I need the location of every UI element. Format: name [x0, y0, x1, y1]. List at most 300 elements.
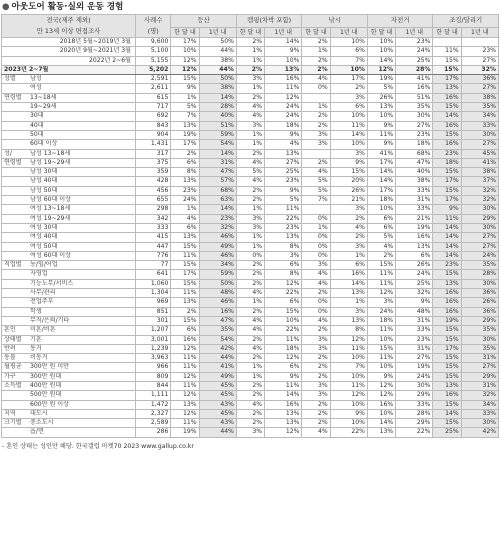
value-cell: 11%	[171, 289, 199, 298]
row-label	[2, 391, 136, 400]
value-cell: 15%	[433, 168, 461, 177]
row-label	[2, 428, 136, 437]
value-cell: 32%	[461, 196, 498, 205]
value-cell: 24%	[265, 103, 302, 112]
value-cell: 33%	[396, 326, 433, 335]
sample-size: 9,600	[136, 38, 171, 47]
value-cell: 2%	[330, 214, 367, 223]
row-label	[2, 298, 136, 307]
header-fishing: 낚시	[302, 15, 368, 28]
value-cell: 30%	[461, 130, 498, 139]
segment-label: 여성 30대	[30, 223, 58, 231]
value-cell: 2%	[236, 261, 264, 270]
row-label	[2, 149, 136, 158]
value-cell: 21%	[396, 214, 433, 223]
sample-size: 298	[136, 205, 171, 214]
sample-size: 301	[136, 316, 171, 325]
header-sample: 사례수 (명)	[136, 15, 171, 38]
value-cell: 35%	[199, 326, 236, 335]
value-cell: 14%	[433, 112, 461, 121]
segment-label: 300만 원 미만	[30, 363, 70, 371]
value-cell: 33%	[461, 409, 498, 418]
value-cell: 17%	[367, 186, 395, 195]
value-cell: 13%	[396, 242, 433, 251]
value-cell: 13%	[367, 428, 395, 437]
value-cell: 13%	[433, 279, 461, 288]
sample-size: 1,431	[136, 140, 171, 149]
value-cell: 13%	[265, 65, 302, 74]
value-cell: 1%	[171, 205, 199, 214]
row-label	[2, 84, 136, 93]
value-cell: 12%	[330, 391, 367, 400]
row-label	[2, 56, 136, 65]
value-cell: 13%	[330, 289, 367, 298]
value-cell: 30%	[461, 223, 498, 232]
value-cell: 2%	[302, 372, 330, 381]
value-cell: 0%	[302, 84, 330, 93]
segment-label: 40대	[30, 121, 44, 129]
table-row	[2, 121, 499, 130]
value-cell: 19%	[171, 428, 199, 437]
value-cell: 6%	[265, 261, 302, 270]
group-label: 가구	[4, 372, 16, 380]
value-cell: 3%	[236, 223, 264, 232]
row-label	[2, 196, 136, 205]
header-year: 1년 내	[265, 27, 302, 37]
value-cell: 59%	[199, 270, 236, 279]
value-cell: 11%	[433, 214, 461, 223]
value-cell: 27%	[461, 140, 498, 149]
value-cell: 6%	[265, 363, 302, 372]
table-row	[2, 326, 499, 335]
segment-label: 500만 원대	[30, 391, 62, 399]
value-cell: 12%	[171, 344, 199, 353]
segment-label: 전업주부	[30, 298, 54, 306]
value-cell: 16%	[433, 121, 461, 130]
value-cell: 35%	[461, 344, 498, 353]
group-label: 성/	[4, 149, 12, 157]
row-label	[2, 289, 136, 298]
table-row	[2, 261, 499, 270]
segment-label: 2023년 2~7월	[4, 65, 49, 73]
segment-label: 남성 13~18세	[30, 149, 71, 157]
value-cell: 9%	[396, 298, 433, 307]
segment-label: 2018년 5월~2019년 3월	[59, 38, 132, 45]
value-cell: 26%	[461, 298, 498, 307]
value-cell: 15%	[433, 270, 461, 279]
value-cell: 2%	[236, 38, 264, 47]
value-cell: 6%	[367, 223, 395, 232]
row-label	[2, 354, 136, 363]
header-cycling: 자전거	[367, 15, 433, 28]
value-cell: 27%	[396, 354, 433, 363]
value-cell: 32%	[461, 65, 498, 74]
group-label: 크기별	[4, 419, 22, 427]
value-cell: 0%	[302, 233, 330, 242]
value-cell: 15%	[433, 419, 461, 428]
row-label	[2, 112, 136, 121]
row-label	[2, 121, 136, 130]
value-cell: 2%	[236, 419, 264, 428]
segment-label: 기능노무/서비스	[30, 279, 74, 287]
value-cell: 11%	[171, 251, 199, 260]
value-cell: 24%	[396, 47, 433, 56]
value-cell: 17%	[433, 196, 461, 205]
row-label	[2, 400, 136, 409]
row-label	[2, 140, 136, 149]
value-cell: 12%	[367, 289, 395, 298]
value-cell: 3%	[302, 130, 330, 139]
value-cell: 20%	[330, 177, 367, 186]
value-cell: 4%	[302, 75, 330, 84]
value-cell: 2%	[171, 149, 199, 158]
table-row	[2, 223, 499, 232]
value-cell: 23%	[396, 335, 433, 344]
sample-size: 333	[136, 223, 171, 232]
header-year: 1년 내	[199, 27, 236, 37]
value-cell: 11%	[330, 344, 367, 353]
sample-size: 1,304	[136, 289, 171, 298]
row-label	[2, 47, 136, 56]
sample-size: 2,589	[136, 419, 171, 428]
value-cell: 1%	[330, 251, 367, 260]
segment-label: 학생	[30, 307, 42, 315]
value-cell: 15%	[171, 261, 199, 270]
table-row	[2, 335, 499, 344]
value-cell: 19%	[171, 130, 199, 139]
value-cell: 4%	[236, 344, 264, 353]
value-cell: 9%	[265, 372, 302, 381]
value-cell: 2%	[302, 121, 330, 130]
sample-size: 969	[136, 298, 171, 307]
value-cell: 25%	[396, 279, 433, 288]
table-row	[2, 419, 499, 428]
value-cell: 15%	[433, 65, 461, 74]
segment-label: 여성 19~29세	[30, 214, 71, 222]
value-cell: 23%	[199, 214, 236, 223]
table-row	[2, 242, 499, 251]
value-cell: 47%	[199, 316, 236, 325]
header-month: 한 달 내	[433, 27, 461, 37]
value-cell: 14%	[367, 177, 395, 186]
row-label	[2, 242, 136, 251]
value-cell: 18%	[396, 140, 433, 149]
value-cell: 10%	[171, 47, 199, 56]
segment-label: 2022년 2~6월	[88, 56, 132, 64]
value-cell: 11%	[367, 279, 395, 288]
value-cell: 28%	[461, 270, 498, 279]
value-cell: 29%	[461, 316, 498, 325]
value-cell: 17%	[433, 177, 461, 186]
value-cell: 13%	[265, 409, 302, 418]
value-cell: 32%	[461, 391, 498, 400]
value-cell: 4%	[367, 242, 395, 251]
table-row	[2, 363, 499, 372]
sample-size: 692	[136, 112, 171, 121]
value-cell: 18%	[265, 344, 302, 353]
value-cell: 0%	[236, 251, 264, 260]
value-cell: 2%	[367, 251, 395, 260]
value-cell: 40%	[199, 112, 236, 121]
value-cell: 28%	[396, 409, 433, 418]
value-cell: 23%	[433, 261, 461, 270]
value-cell: 6%	[330, 261, 367, 270]
value-cell: 7%	[302, 196, 330, 205]
value-cell: 2%	[236, 307, 264, 316]
sample-size: 3,963	[136, 354, 171, 363]
value-cell: 38%	[461, 168, 498, 177]
value-cell: 35%	[461, 261, 498, 270]
segment-label: 사무/관리	[30, 289, 56, 297]
segment-label: 여성 40대	[30, 233, 58, 241]
table-row	[2, 93, 499, 102]
value-cell: 23%	[433, 149, 461, 158]
group-label: 동물	[4, 354, 16, 362]
segment-label: 기혼	[30, 335, 42, 343]
value-cell: 11%	[171, 381, 199, 390]
value-cell: 1%	[236, 130, 264, 139]
segment-label: 남성 50대	[30, 186, 58, 194]
value-cell: 16%	[396, 233, 433, 242]
group-label: 월평균	[4, 363, 22, 371]
value-cell: 11%	[171, 363, 199, 372]
row-label	[2, 130, 136, 139]
value-cell: 13%	[433, 381, 461, 390]
value-cell: 15%	[367, 261, 395, 270]
table-row	[2, 112, 499, 121]
value-cell: 2%	[302, 400, 330, 409]
row-label	[2, 261, 136, 270]
value-cell: 10%	[330, 65, 367, 74]
value-cell: 31%	[396, 316, 433, 325]
sample-size: 342	[136, 214, 171, 223]
table-row	[2, 56, 499, 65]
value-cell: 15%	[433, 400, 461, 409]
value-cell: 15%	[171, 242, 199, 251]
value-cell: 13%	[171, 400, 199, 409]
value-cell: 2%	[302, 326, 330, 335]
value-cell: 22%	[330, 428, 367, 437]
row-label	[2, 65, 136, 74]
segment-label: 중소도시	[30, 419, 54, 427]
title-text: 아웃도어 활동·실외 운동 경험	[11, 2, 124, 12]
value-cell: 2%	[302, 65, 330, 74]
value-cell: 3%	[330, 205, 367, 214]
value-cell: 11%	[171, 354, 199, 363]
value-cell: 5%	[367, 84, 395, 93]
value-cell: 46%	[199, 251, 236, 260]
sample-size: 904	[136, 130, 171, 139]
value-cell: 13%	[265, 419, 302, 428]
header-year: 1년 내	[330, 27, 367, 37]
sample-size: 2,327	[136, 409, 171, 418]
sample-size: 375	[136, 158, 171, 167]
value-cell: 2%	[236, 354, 264, 363]
value-cell: 10%	[330, 354, 367, 363]
value-cell: 10%	[330, 140, 367, 149]
value-cell: 26%	[367, 93, 395, 102]
value-cell: 9%	[433, 205, 461, 214]
value-cell: 18%	[265, 121, 302, 130]
segment-label: 여성 50대	[30, 242, 58, 250]
value-cell: 3%	[330, 93, 367, 102]
value-cell: 36%	[461, 289, 498, 298]
value-cell: 29%	[396, 419, 433, 428]
value-cell: 2%	[302, 56, 330, 65]
value-cell: 29%	[461, 214, 498, 223]
value-cell: 8%	[330, 326, 367, 335]
value-cell: 4%	[171, 214, 199, 223]
row-label	[2, 168, 136, 177]
survey-table	[1, 14, 499, 438]
value-cell: 15%	[433, 103, 461, 112]
segment-label: 여성 13~18세	[30, 205, 71, 213]
header-month: 한 달 내	[302, 27, 330, 37]
value-cell: 11%	[330, 121, 367, 130]
value-cell: 10%	[330, 372, 367, 381]
value-cell: 12%	[171, 372, 199, 381]
value-cell: 15%	[265, 307, 302, 316]
value-cell: 2%	[236, 65, 264, 74]
row-label	[2, 251, 136, 260]
value-cell: 23%	[265, 223, 302, 232]
sample-size: 447	[136, 242, 171, 251]
value-cell: 14%	[199, 93, 236, 102]
value-cell: 2%	[302, 158, 330, 167]
value-cell: 15%	[433, 363, 461, 372]
value-cell: 17%	[171, 38, 199, 47]
value-cell: 47%	[396, 158, 433, 167]
sample-size: 3,001	[136, 335, 171, 344]
value-cell	[461, 38, 498, 47]
value-cell: 5%	[171, 103, 199, 112]
value-cell: 2%	[236, 196, 264, 205]
value-cell: 24%	[171, 196, 199, 205]
segment-label: 읍/면	[30, 428, 44, 436]
value-cell: 16%	[433, 307, 461, 316]
value-cell: 12%	[265, 428, 302, 437]
value-cell: 10%	[367, 112, 395, 121]
value-cell: 2%	[236, 149, 264, 158]
value-cell: 6%	[265, 298, 302, 307]
value-cell: 14%	[330, 279, 367, 288]
value-cell: 34%	[461, 400, 498, 409]
value-cell	[302, 205, 330, 214]
value-cell: 2%	[330, 233, 367, 242]
table-row	[2, 298, 499, 307]
value-cell: 34%	[199, 261, 236, 270]
value-cell: 25%	[265, 168, 302, 177]
value-cell: 22%	[396, 428, 433, 437]
value-cell: 36%	[461, 307, 498, 316]
value-cell: 3%	[302, 335, 330, 344]
value-cell: 25%	[433, 428, 461, 437]
value-cell: 48%	[199, 289, 236, 298]
value-cell: 51%	[396, 93, 433, 102]
value-cell: 16%	[433, 289, 461, 298]
value-cell: 2%	[302, 419, 330, 428]
table-body	[2, 38, 499, 438]
value-cell: 9%	[330, 158, 367, 167]
value-cell: 46%	[199, 233, 236, 242]
value-cell: 31%	[396, 196, 433, 205]
value-cell: 63%	[199, 196, 236, 205]
value-cell: 54%	[199, 140, 236, 149]
value-cell: 1%	[302, 47, 330, 56]
value-cell: 3%	[236, 121, 264, 130]
sample-size: 809	[136, 372, 171, 381]
value-cell: 11%	[367, 270, 395, 279]
value-cell: 8%	[171, 168, 199, 177]
value-cell: 14%	[367, 419, 395, 428]
value-cell: 1%	[236, 233, 264, 242]
value-cell: 9%	[265, 47, 302, 56]
row-label	[2, 279, 136, 288]
table-row	[2, 409, 499, 418]
segment-label: 동거	[30, 344, 42, 352]
value-cell: 33%	[396, 400, 433, 409]
value-cell: 9%	[367, 140, 395, 149]
value-cell: 1%	[330, 298, 367, 307]
value-cell: 15%	[367, 344, 395, 353]
segment-label: 남성	[30, 75, 42, 83]
value-cell: 34%	[461, 112, 498, 121]
group-label: 성별	[4, 75, 16, 83]
value-cell: 14%	[330, 130, 367, 139]
value-cell: 6%	[396, 251, 433, 260]
row-label	[2, 205, 136, 214]
value-cell: 3%	[330, 307, 367, 316]
value-cell: 2%	[302, 289, 330, 298]
value-cell: 18%	[367, 316, 395, 325]
value-cell: 38%	[396, 177, 433, 186]
value-cell: 16%	[330, 270, 367, 279]
value-cell: 12%	[367, 65, 395, 74]
value-cell: 32%	[396, 289, 433, 298]
value-cell: 1%	[236, 242, 264, 251]
value-cell: 12%	[330, 335, 367, 344]
value-cell: 11%	[265, 335, 302, 344]
value-cell: 10%	[367, 409, 395, 418]
value-cell: 16%	[433, 391, 461, 400]
value-cell: 43%	[199, 419, 236, 428]
value-cell: 11%	[265, 381, 302, 390]
table-row	[2, 65, 499, 74]
sample-size: 359	[136, 168, 171, 177]
table-row	[2, 233, 499, 242]
segment-label: 무직/은퇴/기타	[30, 316, 70, 324]
sample-size: 641	[136, 270, 171, 279]
value-cell: 4%	[236, 400, 264, 409]
value-cell: 12%	[265, 354, 302, 363]
value-cell: 44%	[199, 428, 236, 437]
segment-label: 19~29세	[30, 103, 57, 111]
segment-label: 300만 원대	[30, 372, 62, 380]
segment-label: 여성	[30, 84, 42, 92]
value-cell: 14%	[265, 391, 302, 400]
value-cell: 4%	[236, 326, 264, 335]
value-cell: 50%	[199, 279, 236, 288]
sample-size: 655	[136, 196, 171, 205]
value-cell: 29%	[396, 391, 433, 400]
value-cell: 30%	[396, 112, 433, 121]
value-cell: 3%	[236, 75, 264, 84]
value-cell: 3%	[265, 251, 302, 260]
value-cell: 3%	[236, 214, 264, 223]
table-row	[2, 149, 499, 158]
value-cell: 38%	[199, 56, 236, 65]
value-cell: 13%	[171, 177, 199, 186]
